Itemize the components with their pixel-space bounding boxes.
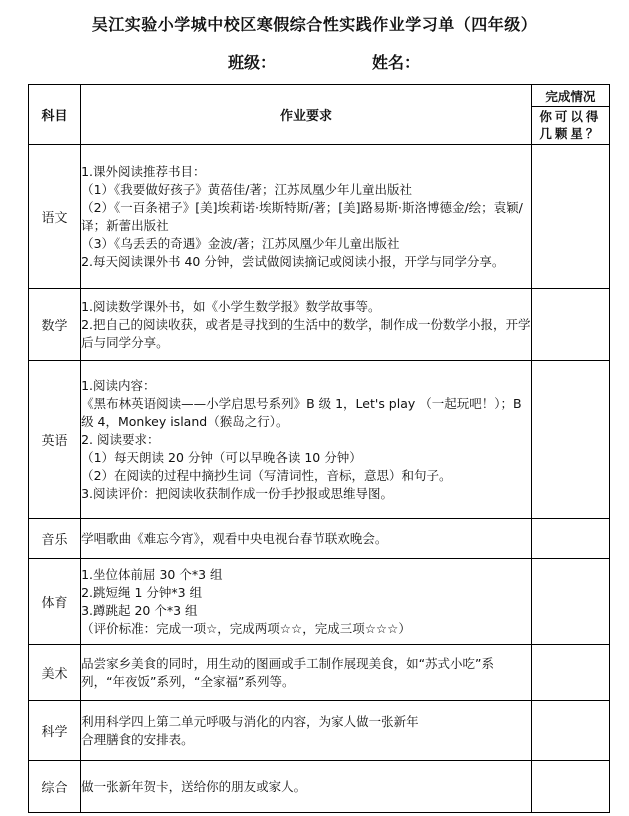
subject-cell: 语文 bbox=[29, 145, 81, 289]
subject-cell: 英语 bbox=[29, 361, 81, 519]
subject-cell: 体育 bbox=[29, 559, 81, 645]
completion-cell[interactable] bbox=[531, 645, 609, 701]
requirement-line: 1.坐位体前屈 30 个*3 组 bbox=[81, 566, 223, 582]
subject-cell: 综合 bbox=[29, 761, 81, 813]
requirement-line: 3.蹲跳起 20 个*3 组 bbox=[81, 602, 198, 618]
requirement-line: 1.阅读数学课外书，如《小学生数学报》数学故事等。 bbox=[81, 298, 381, 314]
table-row-math bbox=[29, 289, 610, 361]
subject-cell: 科学 bbox=[29, 701, 81, 761]
requirement-line: 3.阅读评价：把阅读收获制作成一份手抄报或思维导图。 bbox=[81, 485, 394, 501]
completion-cell[interactable] bbox=[531, 559, 609, 645]
subject-cell: 音乐 bbox=[29, 519, 81, 559]
header-completion bbox=[531, 85, 609, 145]
requirement-line: 利用科学四上第二单元呼吸与消化的内容，为家人做一张新年 bbox=[81, 713, 419, 729]
requirement-cell bbox=[81, 761, 532, 813]
header-subject: 科目 bbox=[29, 85, 81, 145]
requirement-line: （2）《一百条裙子》[美]埃莉诺·埃斯特斯/著；[美]路易斯·斯洛博德金/绘；袁颖/译；新蕾出版社 bbox=[81, 199, 523, 233]
table-row-pe bbox=[29, 559, 610, 645]
requirement-cell bbox=[81, 361, 532, 519]
subject-cell: 美术 bbox=[29, 645, 81, 701]
requirement-cell bbox=[81, 145, 532, 289]
completion-cell[interactable] bbox=[531, 519, 609, 559]
table-row-comprehensive bbox=[29, 761, 610, 813]
table-row-art bbox=[29, 645, 610, 701]
requirement-line: 2.每天阅读课外书 40 分钟，尝试做阅读摘记或阅读小报，开学与同学分享。 bbox=[81, 253, 505, 269]
page-title: 吴江实验小学城中校区寒假综合性实践作业学习单（四年级） bbox=[91, 15, 538, 34]
completion-cell[interactable] bbox=[531, 361, 609, 519]
requirement-line: 2.把自己的阅读收获，或者是寻找到的生活中的数学，制作成一份数学小报，开学后与同学分享。 bbox=[81, 316, 531, 350]
requirement-line: 1.阅读内容： bbox=[81, 377, 156, 393]
requirement-cell bbox=[81, 559, 532, 645]
table-header-row bbox=[29, 85, 610, 145]
requirement-cell bbox=[81, 701, 532, 761]
name-label: 姓名： bbox=[372, 53, 421, 72]
requirement-line: 品尝家乡美食的同时，用生动的图画或手工制作展现美食，如“苏式小吃”系列，“年夜饭”系列，“全家福”系列等。 bbox=[81, 655, 495, 689]
requirement-line: 合理膳食的安排表。 bbox=[81, 731, 194, 747]
student-info-row bbox=[0, 50, 629, 72]
completion-cell[interactable] bbox=[531, 145, 609, 289]
homework-table bbox=[28, 84, 610, 813]
table-row-science bbox=[29, 701, 610, 761]
header-completion-label: 完成情况 bbox=[532, 87, 609, 107]
class-label: 班级： bbox=[228, 53, 277, 72]
header-stars-question: 你可以得几颗星？ bbox=[539, 108, 602, 141]
requirement-cell bbox=[81, 519, 532, 559]
subject-cell: 数学 bbox=[29, 289, 81, 361]
requirement-line: 做一张新年贺卡，送给你的朋友或家人。 bbox=[81, 778, 307, 794]
requirement-line: （评价标准：完成一项☆，完成两项☆☆，完成三项☆☆☆） bbox=[81, 620, 411, 636]
requirement-line: （1）《我要做好孩子》黄蓓佳/著；江苏凤凰少年儿童出版社 bbox=[81, 181, 412, 197]
requirement-line: 1.课外阅读推荐书目： bbox=[81, 163, 206, 179]
completion-cell[interactable] bbox=[531, 289, 609, 361]
requirement-line: （2）在阅读的过程中摘抄生词（写清词性，音标，意思）和句子。 bbox=[81, 467, 452, 483]
table-row-english bbox=[29, 361, 610, 519]
requirement-line: 2.跳短绳 1 分钟*3 组 bbox=[81, 584, 203, 600]
requirement-line: 《黑布林英语阅读——小学启思号系列》B 级 1，Let's play （一起玩吧！）；B 级 4，Monkey island（猴岛之行）。 bbox=[81, 395, 522, 429]
requirement-line: 学唱歌曲《难忘今宵》，观看中央电视台春节联欢晚会。 bbox=[81, 530, 388, 546]
completion-cell[interactable] bbox=[531, 761, 609, 813]
table-row-music bbox=[29, 519, 610, 559]
requirement-cell bbox=[81, 289, 532, 361]
header-requirement: 作业要求 bbox=[81, 85, 532, 145]
completion-cell[interactable] bbox=[531, 701, 609, 761]
requirement-line: （1）每天朗读 20 分钟（可以早晚各读 10 分钟） bbox=[81, 449, 362, 465]
table-row-chinese bbox=[29, 145, 610, 289]
requirement-cell bbox=[81, 645, 532, 701]
requirement-line: （3）《乌丢丢的奇遇》金波/著；江苏凤凰少年儿童出版社 bbox=[81, 235, 400, 251]
requirement-line: 2. 阅读要求： bbox=[81, 431, 160, 447]
